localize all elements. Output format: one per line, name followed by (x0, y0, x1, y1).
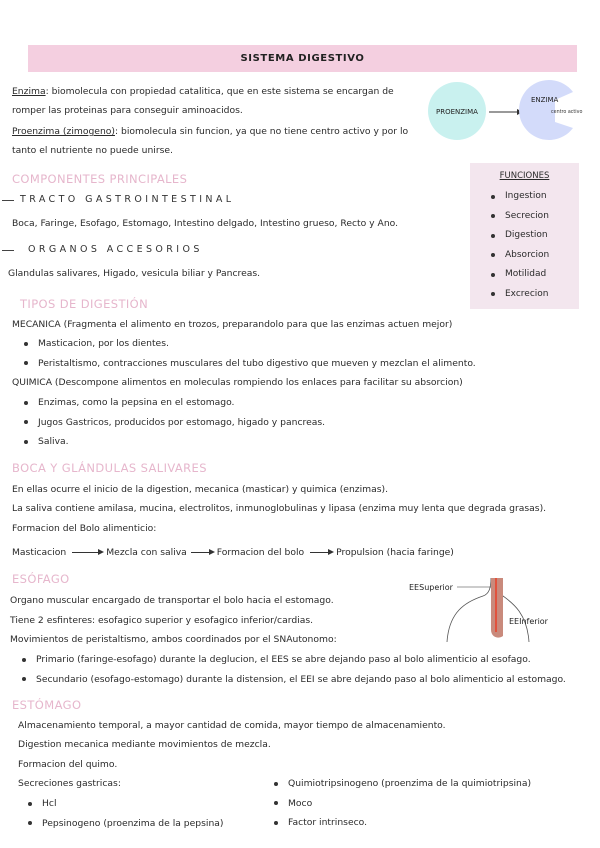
quimica-list (18, 393, 325, 452)
flow-step: Masticacion (12, 547, 67, 558)
flow-arrow (72, 552, 102, 553)
ees-label: EESuperior (409, 583, 453, 592)
list-item: Saliva. (18, 432, 325, 452)
list-item: Secundario (esofago-estomago) durante la distension, el EEI se abre dejando paso al bolo alimenticio al estomago. (16, 670, 566, 690)
organos-text: Glandulas salivares, Higado, vesicula biliar y Pancreas. (8, 268, 261, 279)
esofago-diagram (405, 572, 595, 644)
list-item: Enzimas, como la pepsina en el estomago. (18, 393, 325, 413)
list-item: Absorcion (485, 246, 579, 266)
torso-outline (447, 578, 491, 642)
estomago-line: Digestion mecanica mediante movimientos de mezcla. (18, 739, 271, 750)
boca-line: Formacion del Bolo alimenticio: (12, 523, 157, 534)
mecanica-text: MECANICA (Fragmenta el alimento en trozos, preparandolo para que las enzimas actuen mejor) (12, 319, 453, 330)
list-item: Digestion (485, 226, 579, 246)
mecanica-list (18, 334, 476, 373)
esofago-line: Tiene 2 esfinteres: esofagico superior y esofagico inferior/cardias. (10, 615, 314, 626)
list-item: Pepsinogeno (proenzima de la pepsina) (22, 814, 224, 834)
estomago-heading: ESTÓMAGO (12, 698, 82, 712)
esofago-line: Movimientos de peristaltismo, ambos coordinados por el SNAutonomo: (10, 634, 337, 645)
boca-heading: BOCA Y GLÁNDULAS SALIVARES (12, 461, 207, 475)
bolo-flow (12, 547, 454, 558)
componentes-heading: COMPONENTES PRINCIPALES (12, 172, 188, 186)
list-item: Primario (faringe-esofago) durante la deglucion, el EES se abre dejando paso al bolo alimenticio al esofago. (16, 650, 566, 670)
funciones-list (485, 187, 579, 305)
organos-title: ORGANOS ACCESORIOS (28, 244, 203, 255)
list-item: Quimiotripsinogeno (proenzima de la quimiotripsina) (268, 774, 531, 794)
tracto-text: Boca, Faringe, Esofago, Estomago, Intestino delgado, Intestino grueso, Recto y Ano. (12, 218, 399, 229)
flow-step: Formacion del bolo (216, 547, 305, 558)
enzyme-diagram (425, 78, 595, 146)
eei-label: EEInferior (509, 617, 548, 626)
tracto-title: TRACTO GASTROINTESTINAL (20, 194, 235, 205)
estomago-line: Almacenamiento temporal, a mayor cantidad de comida, mayor tiempo de almacenamiento. (18, 720, 446, 731)
proenzima-term: Proenzima (zimogeno) (12, 126, 115, 137)
flow-arrow (191, 552, 213, 553)
list-item: Moco (268, 794, 531, 814)
boca-line: En ellas ocurre el inicio de la digestion, mecanica (masticar) y quimica (enzimas). (12, 484, 389, 495)
page-title: SISTEMA DIGESTIVO (240, 53, 365, 64)
list-item: Masticacion, por los dientes. (18, 334, 476, 354)
enzima-term: Enzima (12, 86, 46, 97)
esophagus-tube (491, 578, 503, 638)
enzima-definition (12, 82, 417, 120)
list-item: Secrecion (485, 207, 579, 227)
quimica-text: QUIMICA (Descompone alimentos en moleculas rompiendo los enlaces para facilitar su absorcion) (12, 377, 463, 388)
centro-activo-label: centro activo (551, 110, 583, 115)
list-item: Jugos Gastricos, producidos por estomago, higado y pancreas. (18, 413, 325, 433)
secreciones-right (268, 774, 531, 833)
estomago-line: Formacion del quimo. (18, 759, 118, 770)
proenzima-text: : biomolecula sin funcion, ya que no tiene centro activo y por lo tanto el nutriente no puede unirse. (12, 126, 409, 156)
proenzima-definition (12, 122, 417, 160)
flow-step: Mezcla con saliva (106, 547, 187, 558)
enzima-label: ENZIMA (531, 96, 559, 104)
list-item: Peristaltismo, contracciones musculares del tubo digestivo que mueven y mezclan el alimento. (18, 354, 476, 374)
list-item: Excrecion (485, 285, 579, 305)
estomago-line: Secreciones gastricas: (18, 778, 121, 789)
list-item: Factor intrinseco. (268, 813, 531, 833)
flow-step: Propulsion (hacia faringe) (336, 547, 454, 558)
flow-arrow (310, 552, 332, 553)
boca-line: La saliva contiene amilasa, mucina, electrolitos, inmunoglobulinas y lipasa (enzima muy lenta que degrada grasas). (12, 503, 547, 514)
tipos-heading: TIPOS DE DIGESTIÓN (20, 297, 149, 311)
enzima-text: : biomolecula con propiedad catalitica, que en este sistema se encargan de romper las proteinas para conseguir aminoacidos. (12, 86, 394, 116)
proenzima-label: PROENZIMA (436, 108, 478, 116)
list-item: Ingestion (485, 187, 579, 207)
esofago-heading: ESÓFAGO (12, 572, 70, 586)
esofago-list (16, 650, 566, 689)
list-item: Hcl (22, 794, 224, 814)
funciones-title: FUNCIONES (499, 171, 550, 181)
esofago-line: Organo muscular encargado de transportar el bolo hacia el estomago. (10, 595, 334, 606)
funciones-box (470, 163, 579, 309)
tracto-dash (2, 200, 14, 201)
secreciones-left (22, 794, 224, 833)
title-bar (28, 45, 577, 72)
organos-dash (2, 250, 14, 251)
list-item: Motilidad (485, 265, 579, 285)
